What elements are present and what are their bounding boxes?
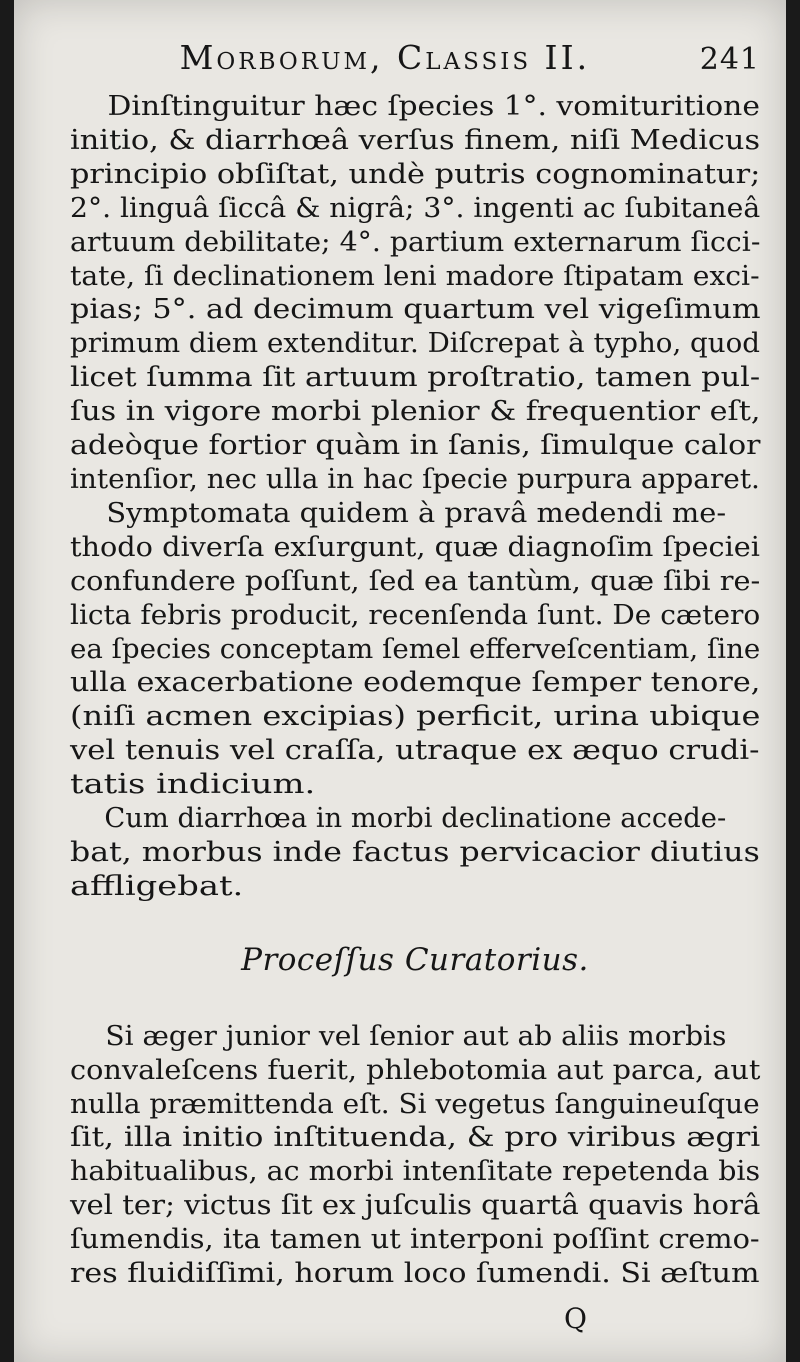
text-line: principio obſiſtat, undè putris cognominatur; <box>70 158 761 190</box>
paragraph-4 <box>70 1020 760 1291</box>
signature-mark: Q <box>564 1302 587 1335</box>
text-line: intenſior, nec ulla in hac ſpecie purpura apparet. <box>70 463 760 495</box>
text-line: tatis indicium. <box>70 769 316 801</box>
page-number: 241 <box>699 42 760 77</box>
text-line: thodo diverſa exſurgunt, quæ diagnoſim ſpeciei <box>70 531 760 563</box>
text-line: habitualibus, ac morbi intenſitate repetenda bis <box>70 1156 761 1188</box>
text-line: vel tenuis vel craſſa, utraque ex æquo crudi- <box>70 735 760 767</box>
section-heading: Proceſſus Curatorius. <box>241 941 589 978</box>
text-line: confundere poſſunt, ſed ea tantùm, quæ ſibi re- <box>70 565 761 597</box>
text-line: 2°. linguâ ſiccâ & nigrâ; 3°. ingenti ac ſubitaneâ <box>70 192 761 224</box>
text-line: convaleſcens fuerit, phlebotomia aut parca, aut <box>70 1054 761 1086</box>
scanned-page <box>14 0 786 1362</box>
text-line: bat, morbus inde factus pervicacior diutius <box>70 836 760 868</box>
paragraph-3 <box>70 802 760 904</box>
text-line: (niſi acmen excipias) perficit, urina ubique <box>70 701 761 733</box>
text-line: ſumendis, ita tamen ut interponi poſſint cremo- <box>70 1224 760 1256</box>
text-line: initio, & diarrhœâ verſus finem, niſi Medicus <box>70 124 761 156</box>
text-line: ſit, illa initio inſtituenda, & pro viribus ægri <box>70 1122 761 1154</box>
text-line: artuum debilitate; 4°. partium externarum ſicci- <box>70 226 761 258</box>
text-line: licet ſumma ſit artuum proſtratio, tamen pul- <box>70 362 761 394</box>
text-line: licta febris producit, recenſenda ſunt. De cætero <box>70 599 761 631</box>
text-line: res fluidiſſimi, horum loco ſumendi. Si æſtum <box>70 1258 760 1290</box>
text-line: pias; 5°. ad decimum quartum vel vigeſimum <box>70 294 761 326</box>
text-line: ea ſpecies conceptam ſemel efferveſcentiam, ſine <box>70 633 761 665</box>
text-line: vel ter; victus ſit ex juſculis quartâ quavis horâ <box>70 1190 761 1222</box>
text-line: Dinſtinguitur hæc ſpecies 1°. vomituritione <box>107 91 760 122</box>
text-line: nulla præmittenda eſt. Si vegetus ſanguineuſque <box>70 1088 760 1120</box>
text-line: ſus in vigore morbi plenior & frequentior eſt, <box>70 396 761 428</box>
text-line: Cum diarrhœa in morbi declinatione accede- <box>104 803 727 835</box>
text-line: Si æger junior vel ſenior aut ab aliis morbis <box>105 1020 727 1052</box>
text-line: tate, ſi declinationem leni madore ſtipatam exci- <box>70 260 760 292</box>
text-line: Symptomata quidem à pravâ medendi me- <box>106 497 727 529</box>
running-head <box>70 38 760 90</box>
text-line: adeòque fortior quàm in ſanis, ſimulque calor <box>70 430 761 462</box>
paragraph-1 <box>70 90 760 497</box>
running-title: Morborum, Classis II. <box>179 38 591 77</box>
paragraph-2 <box>70 497 760 802</box>
page-text-block <box>70 38 760 1291</box>
text-line: affligebat. <box>70 870 244 902</box>
text-line: ulla exacerbatione eodemque ſemper tenore, <box>70 667 761 699</box>
text-line: primum diem extenditur. Diſcrepat à typho, quod <box>70 328 760 360</box>
